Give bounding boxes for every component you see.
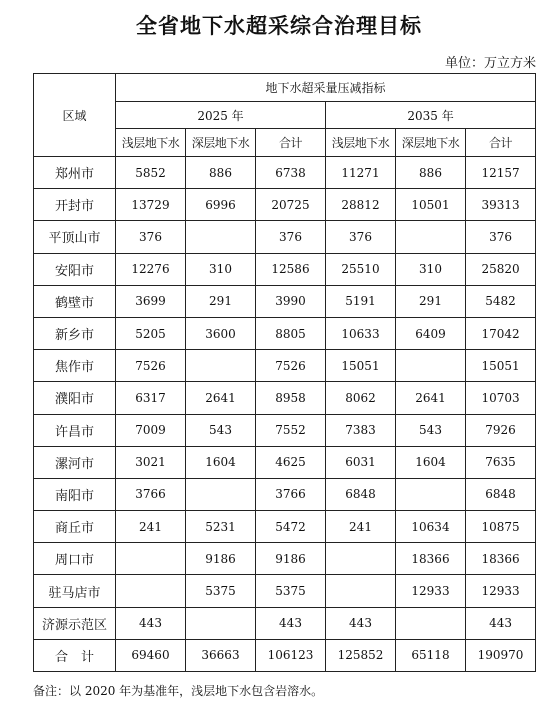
table-row <box>34 639 536 671</box>
value-cell <box>396 607 466 639</box>
value-cell: 3766 <box>256 478 326 510</box>
value-cell: 7552 <box>256 414 326 446</box>
value-cell: 65118 <box>396 639 466 671</box>
value-cell: 7635 <box>466 446 536 478</box>
value-cell: 2641 <box>396 382 466 414</box>
value-cell: 25510 <box>326 253 396 285</box>
header-year-2035: 2035 年 <box>326 102 536 129</box>
value-cell: 6738 <box>256 157 326 189</box>
value-cell: 36663 <box>186 639 256 671</box>
header-col-deep: 深层地下水 <box>396 129 466 157</box>
region-cell: 驻马店市 <box>34 575 116 607</box>
value-cell: 6848 <box>466 478 536 510</box>
table-row <box>34 317 536 349</box>
region-cell: 济源示范区 <box>34 607 116 639</box>
value-cell: 376 <box>116 221 186 253</box>
value-cell: 7526 <box>256 350 326 382</box>
value-cell: 8062 <box>326 382 396 414</box>
header-col-shallow: 浅层地下水 <box>116 129 186 157</box>
value-cell <box>326 575 396 607</box>
region-cell: 合 计 <box>34 639 116 671</box>
region-cell: 周口市 <box>34 543 116 575</box>
value-cell: 7009 <box>116 414 186 446</box>
value-cell: 9186 <box>256 543 326 575</box>
value-cell: 6409 <box>396 317 466 349</box>
value-cell <box>326 543 396 575</box>
value-cell <box>396 221 466 253</box>
table-body <box>34 157 536 672</box>
value-cell: 443 <box>256 607 326 639</box>
table-row <box>34 221 536 253</box>
value-cell: 291 <box>186 285 256 317</box>
value-cell: 543 <box>186 414 256 446</box>
header-region: 区域 <box>34 74 116 157</box>
table-row <box>34 189 536 221</box>
value-cell: 12157 <box>466 157 536 189</box>
value-cell <box>186 350 256 382</box>
region-cell: 焦作市 <box>34 350 116 382</box>
value-cell: 443 <box>116 607 186 639</box>
table-row <box>34 543 536 575</box>
value-cell: 5375 <box>186 575 256 607</box>
header-year-2025: 2025 年 <box>116 102 326 129</box>
value-cell: 18366 <box>466 543 536 575</box>
value-cell: 8958 <box>256 382 326 414</box>
value-cell: 106123 <box>256 639 326 671</box>
value-cell: 443 <box>326 607 396 639</box>
value-cell: 28812 <box>326 189 396 221</box>
table-row <box>34 414 536 446</box>
value-cell: 3766 <box>116 478 186 510</box>
value-cell: 18366 <box>396 543 466 575</box>
header-col-shallow: 浅层地下水 <box>326 129 396 157</box>
value-cell: 10633 <box>326 317 396 349</box>
table-row <box>34 511 536 543</box>
region-cell: 商丘市 <box>34 511 116 543</box>
value-cell: 7526 <box>116 350 186 382</box>
region-cell: 濮阳市 <box>34 382 116 414</box>
value-cell: 543 <box>396 414 466 446</box>
unit-label: 单位：万立方米 <box>444 56 536 71</box>
table-row <box>34 350 536 382</box>
table-row <box>34 575 536 607</box>
footnote: 备注：以 2020 年为基准年，浅层地下水包含岩溶水。 <box>33 684 324 698</box>
header-col-total: 合计 <box>256 129 326 157</box>
table-row <box>34 607 536 639</box>
value-cell: 10875 <box>466 511 536 543</box>
value-cell: 3021 <box>116 446 186 478</box>
region-cell: 漯河市 <box>34 446 116 478</box>
value-cell: 376 <box>256 221 326 253</box>
value-cell: 291 <box>396 285 466 317</box>
table-row <box>34 446 536 478</box>
region-cell: 郑州市 <box>34 157 116 189</box>
table-row <box>34 285 536 317</box>
value-cell: 11271 <box>326 157 396 189</box>
value-cell: 443 <box>466 607 536 639</box>
value-cell: 13729 <box>116 189 186 221</box>
value-cell: 15051 <box>466 350 536 382</box>
value-cell: 6996 <box>186 189 256 221</box>
value-cell: 20725 <box>256 189 326 221</box>
value-cell: 8805 <box>256 317 326 349</box>
value-cell: 9186 <box>186 543 256 575</box>
value-cell: 2641 <box>186 382 256 414</box>
table-row <box>34 157 536 189</box>
value-cell: 3600 <box>186 317 256 349</box>
value-cell <box>186 221 256 253</box>
value-cell: 5472 <box>256 511 326 543</box>
region-cell: 平顶山市 <box>34 221 116 253</box>
value-cell: 12933 <box>466 575 536 607</box>
value-cell <box>396 478 466 510</box>
table-row <box>34 478 536 510</box>
value-cell: 376 <box>326 221 396 253</box>
value-cell: 12586 <box>256 253 326 285</box>
value-cell: 25820 <box>466 253 536 285</box>
value-cell <box>116 543 186 575</box>
value-cell <box>396 350 466 382</box>
value-cell: 17042 <box>466 317 536 349</box>
value-cell: 886 <box>396 157 466 189</box>
value-cell: 241 <box>326 511 396 543</box>
value-cell <box>116 575 186 607</box>
value-cell <box>186 607 256 639</box>
value-cell: 5482 <box>466 285 536 317</box>
value-cell: 12933 <box>396 575 466 607</box>
region-cell: 新乡市 <box>34 317 116 349</box>
value-cell: 7383 <box>326 414 396 446</box>
value-cell: 125852 <box>326 639 396 671</box>
page-title: 全省地下水超采综合治理目标 <box>136 13 422 38</box>
header-group: 地下水超采量压减指标 <box>116 74 536 102</box>
value-cell: 5231 <box>186 511 256 543</box>
value-cell: 10703 <box>466 382 536 414</box>
target-table <box>33 73 536 672</box>
header-col-total: 合计 <box>466 129 536 157</box>
region-cell: 许昌市 <box>34 414 116 446</box>
table-row <box>34 382 536 414</box>
value-cell: 4625 <box>256 446 326 478</box>
value-cell: 15051 <box>326 350 396 382</box>
value-cell: 5205 <box>116 317 186 349</box>
value-cell: 6031 <box>326 446 396 478</box>
region-cell: 开封市 <box>34 189 116 221</box>
value-cell: 6317 <box>116 382 186 414</box>
region-cell: 南阳市 <box>34 478 116 510</box>
value-cell: 10634 <box>396 511 466 543</box>
value-cell: 310 <box>186 253 256 285</box>
value-cell: 3699 <box>116 285 186 317</box>
value-cell: 12276 <box>116 253 186 285</box>
value-cell: 1604 <box>396 446 466 478</box>
value-cell: 3990 <box>256 285 326 317</box>
table-row <box>34 253 536 285</box>
value-cell: 5852 <box>116 157 186 189</box>
value-cell: 5191 <box>326 285 396 317</box>
value-cell: 310 <box>396 253 466 285</box>
value-cell: 6848 <box>326 478 396 510</box>
value-cell: 69460 <box>116 639 186 671</box>
value-cell: 39313 <box>466 189 536 221</box>
value-cell: 886 <box>186 157 256 189</box>
region-cell: 安阳市 <box>34 253 116 285</box>
value-cell: 190970 <box>466 639 536 671</box>
header-col-deep: 深层地下水 <box>186 129 256 157</box>
value-cell: 241 <box>116 511 186 543</box>
value-cell <box>186 478 256 510</box>
value-cell: 1604 <box>186 446 256 478</box>
value-cell: 376 <box>466 221 536 253</box>
region-cell: 鹤壁市 <box>34 285 116 317</box>
value-cell: 7926 <box>466 414 536 446</box>
value-cell: 5375 <box>256 575 326 607</box>
value-cell: 10501 <box>396 189 466 221</box>
